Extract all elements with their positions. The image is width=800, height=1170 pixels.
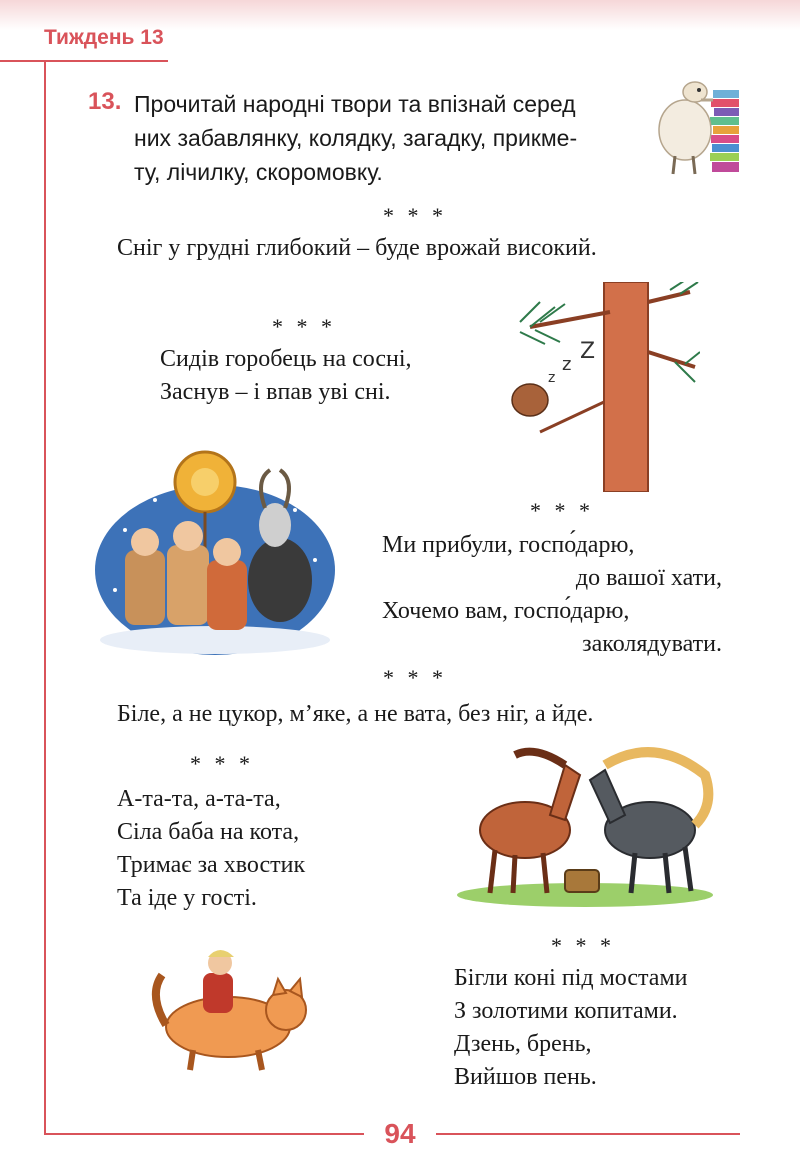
tongue-twister: [160, 343, 412, 409]
counting-rhyme: [454, 962, 687, 1094]
poem-line: заколядувати.: [582, 631, 722, 657]
task-line: Прочитай народні твори та впізнай серед: [134, 91, 576, 117]
svg-text:Z: Z: [580, 339, 596, 364]
sheep-books-illustration: [655, 70, 745, 180]
task-instruction: [134, 87, 654, 189]
footer-rule-right: [436, 1133, 740, 1135]
poem-line: Сніг у грудні глибокий – буде врожай високий.: [117, 235, 597, 261]
carolers-illustration: [95, 440, 335, 655]
poem-line: Бігли коні під мостами: [454, 965, 688, 991]
grandma-cat-illustration: [148, 935, 308, 1075]
horses-illustration: [455, 735, 720, 910]
footer-rule-left: [44, 1133, 364, 1135]
poem-line: Тримає за хвостик: [117, 852, 306, 878]
task-line: них забавлянку, колядку, загадку, прикме-: [134, 125, 578, 151]
separator: * * *: [272, 314, 336, 339]
task-line: ту, лічилку, скоромовку.: [134, 159, 383, 185]
poem-line: Дзень, брень,: [454, 1031, 592, 1057]
task-number: 13.: [88, 88, 122, 115]
separator: * * *: [383, 665, 447, 690]
poem-line: А-та-та, а-та-та,: [117, 786, 281, 812]
svg-text:z: z: [548, 370, 556, 386]
carol: [382, 529, 722, 661]
riddle: [117, 698, 593, 731]
separator: * * *: [551, 933, 615, 958]
poem-line: Сіла баба на кота,: [117, 819, 300, 845]
nursery-rhyme: [117, 783, 305, 915]
left-margin-rule: [44, 60, 46, 1135]
svg-text:z: z: [562, 354, 572, 375]
separator: * * *: [530, 498, 594, 523]
separator: * * *: [190, 751, 254, 776]
poem-line: Біле, а не цукор, м’яке, а не вата, без ніг, а йде.: [117, 701, 594, 727]
pine-sparrow-illustration: [500, 282, 700, 492]
week-label: Тиждень 13: [44, 26, 164, 49]
poem-line: Ми прибули, госпо́дарю,: [382, 532, 635, 558]
separator: * * *: [383, 203, 447, 228]
poem-line: Заснув – і впав уві сні.: [160, 379, 391, 405]
header-rule: [0, 60, 168, 62]
poem-line: Хочемо вам, госпо́дарю,: [382, 598, 630, 624]
poem-line: Вийшов пень.: [454, 1064, 597, 1090]
poem-line: до вашої хати,: [575, 565, 722, 591]
poem-line: Сидів горобець на сосні,: [160, 346, 412, 372]
page-number: 94: [384, 1118, 416, 1149]
omen-text: [117, 232, 597, 265]
poem-line: З золотими копитами.: [454, 998, 678, 1024]
poem-line: Та іде у гості.: [117, 885, 257, 911]
